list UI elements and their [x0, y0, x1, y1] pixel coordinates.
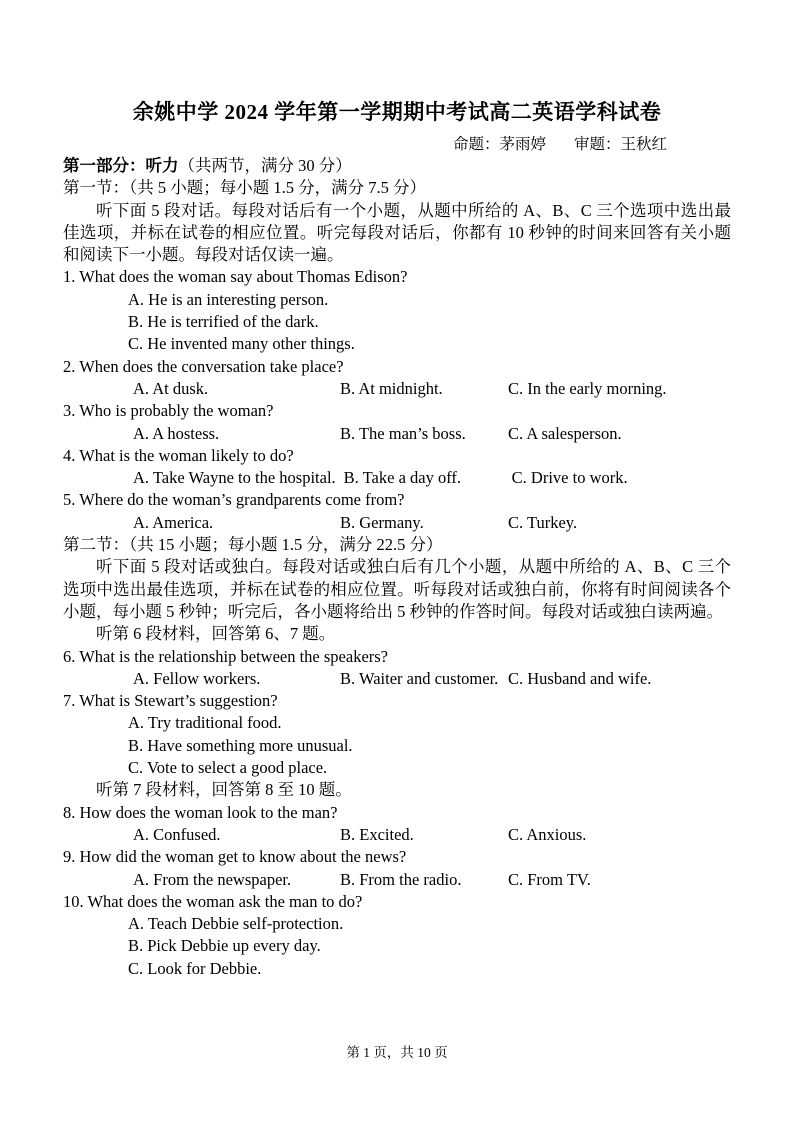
question-4	[63, 445, 731, 490]
option-a: A. At dusk.	[133, 378, 209, 398]
option-b: B. Take a day off.	[343, 468, 462, 488]
option-b: B. The man’s boss.	[340, 423, 466, 443]
option-c: C. He invented many other things.	[128, 334, 355, 354]
option-b: B. Have something more unusual.	[128, 735, 353, 755]
option-b: B. Waiter and customer.	[340, 668, 499, 688]
question-5	[63, 489, 731, 534]
option-a: A. He is an interesting person.	[128, 289, 329, 309]
options-row	[63, 824, 731, 846]
question-10	[63, 891, 731, 980]
options-row	[63, 512, 731, 534]
question-1	[63, 266, 731, 355]
question-text: 8. How does the woman look to the man?	[63, 802, 338, 822]
options-row	[63, 668, 731, 690]
section2-heading: 第二节：（共 15 小题；每小题 1.5 分，满分 22.5 分）	[63, 535, 443, 555]
option-a: A. A hostess.	[133, 423, 220, 443]
option-b: B. From the radio.	[340, 869, 462, 889]
material-6-note: 听第 6 段材料，回答第 6、7 题。	[96, 624, 336, 644]
option-b: B. At midnight.	[340, 378, 443, 398]
question-3	[63, 400, 731, 445]
question-text: 2. When does the conversation take place?	[63, 356, 344, 376]
option-a: A. Try traditional food.	[128, 713, 282, 733]
section2-instructions: 听下面 5 段对话或独白。每段对话或独白后有几个小题，从题中所给的 A、B、C 三个选项中选出最佳选项，并标在试卷的相应位置。听每段对话或独白前，你将有时间阅读各个小题，每小题 5 秒钟；听完后，各小题将给出 5 秒钟的作答时间。每段对话或独白读两遍。	[63, 557, 731, 621]
option-c: C. Look for Debbie.	[128, 958, 262, 978]
page-number-footer: 第 1 页，共 10 页	[346, 1045, 448, 1060]
option-c: C. In the early morning.	[508, 378, 667, 398]
option-a: A. Teach Debbie self-protection.	[128, 914, 344, 934]
option-a: A. Fellow workers.	[133, 668, 261, 688]
part1-heading	[63, 155, 731, 177]
option-a: A. Confused.	[133, 824, 221, 844]
question-7	[63, 690, 731, 779]
options-row	[63, 378, 731, 400]
option-b: B. Germany.	[340, 512, 424, 532]
option-c: C. Drive to work.	[511, 468, 628, 488]
question-text: 9. How did the woman get to know about the news?	[63, 847, 407, 867]
material-7-note: 听第 7 段材料，回答第 8 至 10 题。	[96, 780, 352, 800]
option-a: A. Take Wayne to the hospital.	[133, 468, 336, 488]
question-text: 4. What is the woman likely to do?	[63, 445, 294, 465]
setter-label: 命题：茅雨婷	[453, 136, 547, 153]
question-text: 1. What does the woman say about Thomas Edison?	[63, 267, 408, 287]
option-b: B. Pick Debbie up every day.	[128, 936, 321, 956]
options-row	[63, 467, 731, 489]
question-2	[63, 356, 731, 401]
option-c: C. Vote to select a good place.	[128, 758, 328, 778]
question-text: 10. What does the woman ask the man to do?	[63, 891, 363, 911]
question-text: 3. Who is probably the woman?	[63, 401, 274, 421]
option-b: B. Excited.	[340, 824, 414, 844]
option-b: B. He is terrified of the dark.	[128, 312, 319, 332]
option-c: C. Husband and wife.	[508, 668, 652, 688]
option-c: C. From TV.	[508, 869, 591, 889]
option-c: C. Anxious.	[508, 824, 587, 844]
part1-heading-rest: （共两节，满分 30 分）	[178, 156, 352, 175]
options-row	[63, 869, 731, 891]
option-a: A. America.	[133, 512, 214, 532]
reviewer-label: 审题：王秋红	[574, 136, 668, 153]
question-6	[63, 646, 731, 691]
section1-heading: 第一节：（共 5 小题；每小题 1.5 分，满分 7.5 分）	[63, 178, 426, 198]
byline	[63, 134, 731, 155]
question-text: 6. What is the relationship between the speakers?	[63, 646, 389, 666]
page-title: 余姚中学 2024 学年第一学期期中考试高二英语学科试卷	[132, 100, 662, 124]
section1-instructions: 听下面 5 段对话。每段对话后有一个小题，从题中所给的 A、B、C 三个选项中选出最佳选项，并标在试卷的相应位置。听完每段对话后，你都有 10 秒钟的时间来回答有关小题和阅读下一小题。每段对话仅读一遍。	[63, 200, 731, 265]
option-c: C. A salesperson.	[508, 423, 622, 443]
part1-heading-bold: 第一部分：听力	[63, 156, 179, 175]
question-text: 5. Where do the woman’s grandparents come from?	[63, 490, 405, 510]
question-8	[63, 802, 731, 847]
options-row	[63, 423, 731, 445]
option-c: C. Turkey.	[508, 512, 578, 532]
question-9	[63, 846, 731, 891]
option-a: A. From the newspaper.	[133, 869, 292, 889]
question-text: 7. What is Stewart’s suggestion?	[63, 691, 278, 711]
